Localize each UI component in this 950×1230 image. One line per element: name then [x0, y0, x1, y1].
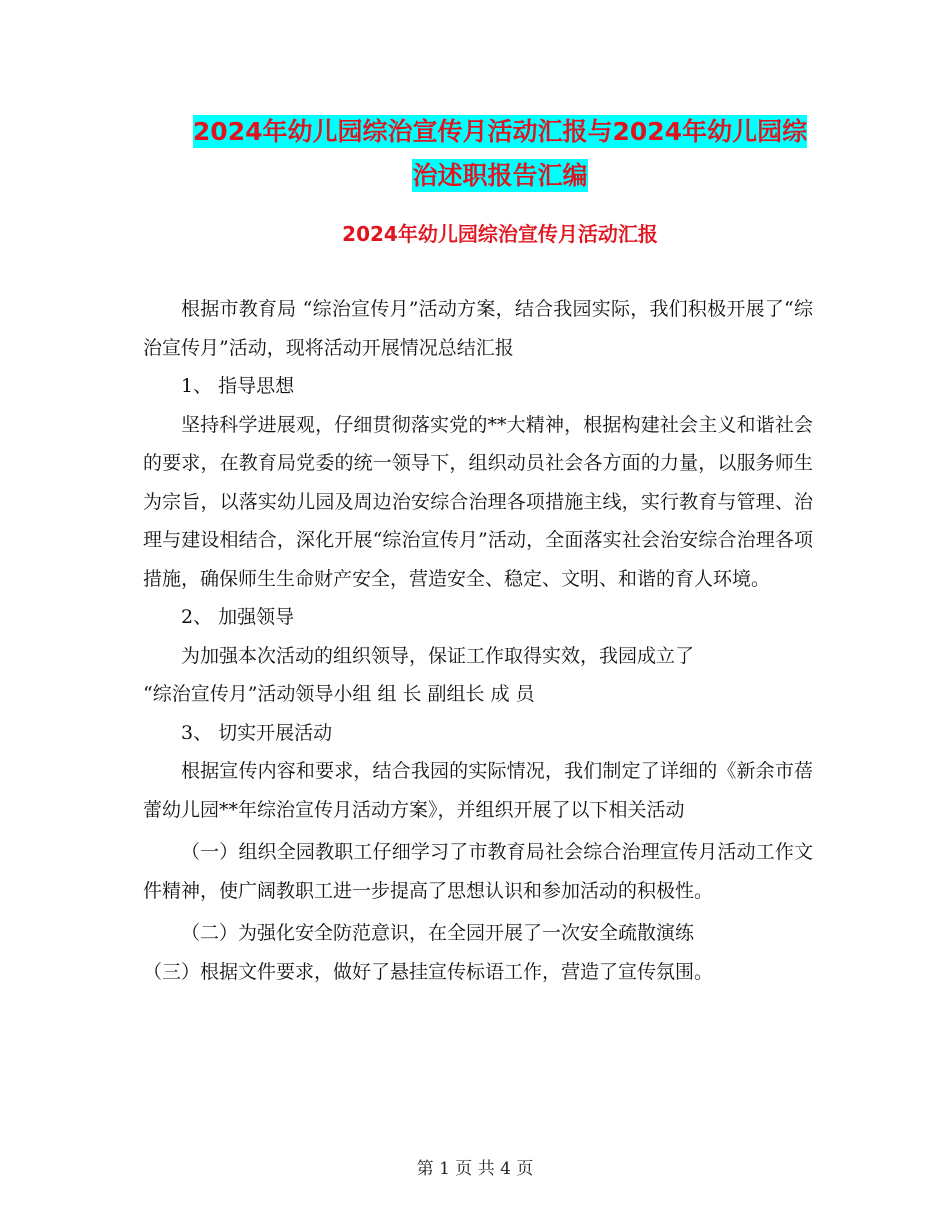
- heading-carry-out-activities: 3、 切实开展活动: [181, 721, 333, 744]
- guiding-ideology-paragraph: 坚持科学进展观，仔细贯彻落实党的**大精神，根据构建社会主义和谐社会的要求，在教育局党委的统一领导下，组织动员社会各方面的力量，以服务师生为宗旨，以落实幼儿园及周边治安综合治理各项措施主线，实行教育与管理、治理与建设相结合，深化开展“综治宣传月”活动，全面落实社会治安综合治理各项措施，确保师生生命财产安全，营造安全、稳定、文明、和谐的育人环境。: [143, 413, 813, 590]
- section-title: 2024年幼儿园综治宣传月活动汇报: [342, 222, 658, 246]
- document-body: [143, 290, 813, 991]
- leadership-paragraph: 为加强本次活动的组织领导，保证工作取得实效，我园成立了: [181, 644, 695, 667]
- document-title-line-2: [140, 152, 860, 200]
- activities-paragraph: 根据宣传内容和要求，结合我园的实际情况，我们制定了详细的《新余市蓓蕾幼儿园**年综治宣传月活动方案》，并组织开展了以下相关活动: [143, 760, 813, 821]
- document-title-highlight-2: 治述职报告汇编: [412, 161, 588, 190]
- heading-strengthen-leadership: 2、 加强领导: [181, 606, 295, 628]
- intro-paragraph: 根据市教育局 “综治宣传月”活动方案，结合我园实际，我们积极开展了“综治宣传月”活动，现将活动开展情况总结汇报: [143, 298, 813, 359]
- document-title-line-1: [140, 108, 860, 156]
- page-number-footer: 第 1 页 共 4 页: [416, 1159, 534, 1179]
- activity-item-2: （二）为强化安全防范意识，在全园开展了一次安全疏散演练: [181, 922, 695, 944]
- activity-item-3: （三）根据文件要求，做好了悬挂宣传标语工作，营造了宣传氛围。: [143, 960, 714, 983]
- activity-item-1: （一）组织全园教职工仔细学习了市教育局社会综合治理宣传月活动工作文件精神，使广阔教职工进一步提高了思想认识和参加活动的积极性。: [143, 841, 813, 902]
- document-title-highlight-1: 2024年幼儿园综治宣传月活动汇报与2024年幼儿园综: [192, 117, 808, 146]
- leadership-group-line: “综治宣传月”活动领导小组 组 长 副组长 成 员: [143, 683, 535, 705]
- heading-guiding-ideology: 1、 指导思想: [181, 375, 295, 397]
